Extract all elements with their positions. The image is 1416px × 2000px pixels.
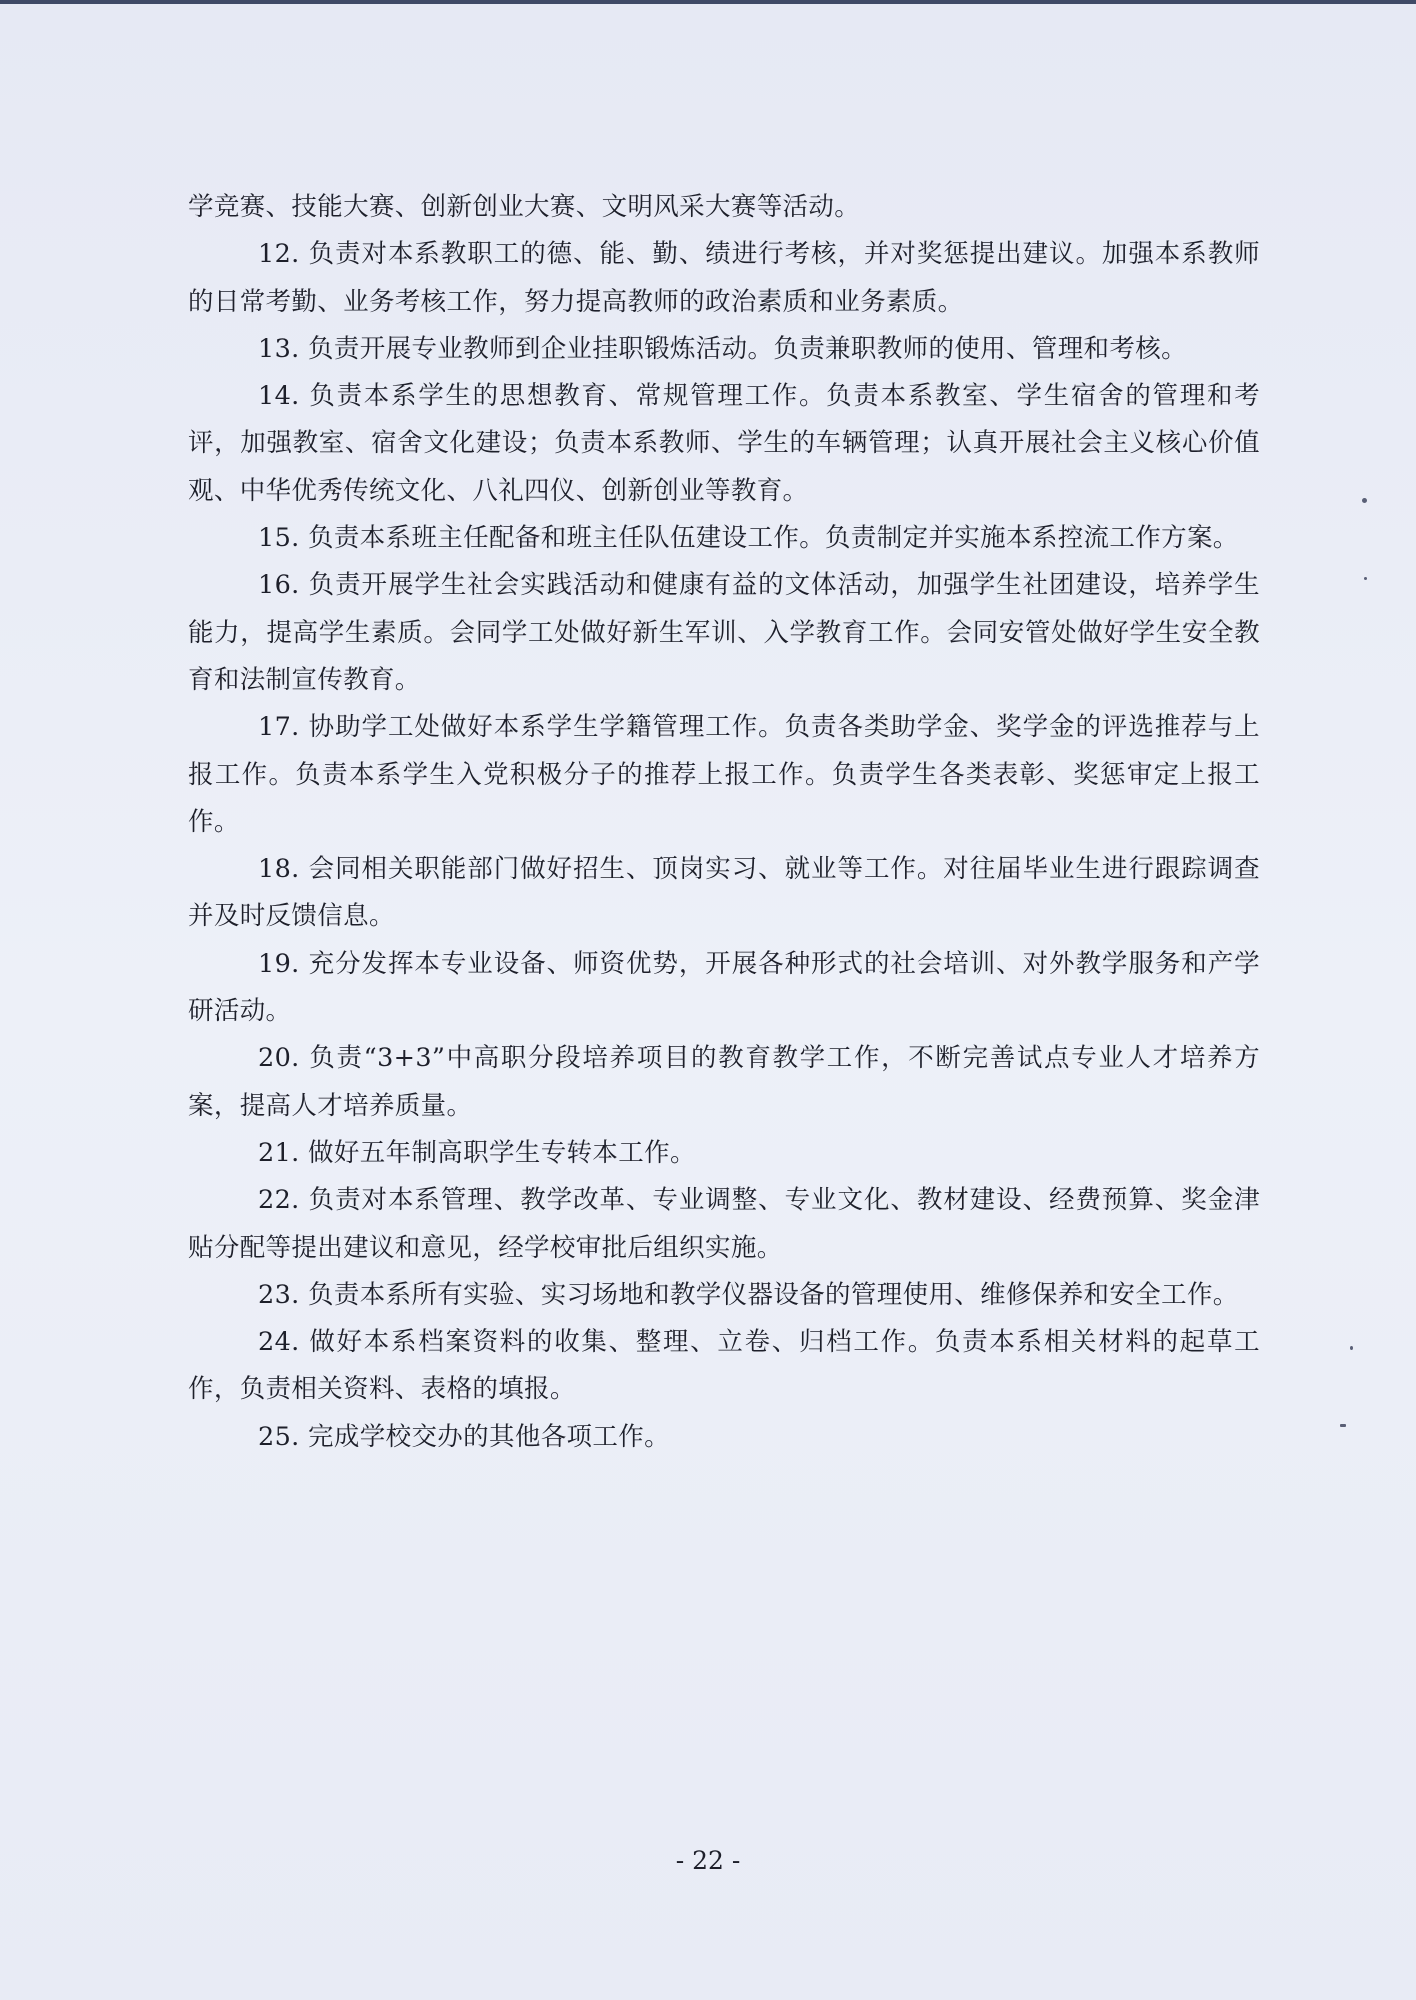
paragraph-item-12: 12. 负责对本系教职工的德、能、勤、绩进行考核，并对奖惩提出建议。加强本系教师的日常考勤、业务考核工作，努力提高教师的政治素质和业务素质。 [188, 239, 1260, 317]
paragraph-item-21: 21. 做好五年制高职学生专转本工作。 [258, 1137, 696, 1168]
scan-speck [1340, 1424, 1346, 1427]
document-body [188, 184, 1260, 1461]
page-number: - 22 - [675, 1846, 741, 1875]
paragraph-item-17: 17. 协助学工处做好本系学生学籍管理工作。负责各类助学金、奖学金的评选推荐与上报工作。负责本系学生入党积极分子的推荐上报工作。负责学生各类表彰、奖惩审定上报工作。 [188, 712, 1260, 837]
paragraph-item-18: 18. 会同相关职能部门做好招生、顶岗实习、就业等工作。对往届毕业生进行跟踪调查并及时反馈信息。 [188, 854, 1260, 932]
paragraph-item-25: 25. 完成学校交办的其他各项工作。 [258, 1421, 670, 1452]
paragraph-item-19: 19. 充分发挥本专业设备、师资优势，开展各种形式的社会培训、对外教学服务和产学研活动。 [188, 948, 1260, 1027]
paragraph-item-24: 24. 做好本系档案资料的收集、整理、立卷、归档工作。负责本系相关材料的起草工作，负责相关资料、表格的填报。 [188, 1327, 1260, 1405]
paragraph-item-14: 14. 负责本系学生的思想教育、常规管理工作。负责本系教室、学生宿舍的管理和考评，加强教室、宿舍文化建设；负责本系教师、学生的车辆管理；认真开展社会主义核心价值观、中华优秀传统文化、八礼四仪、创新创业等教育。 [188, 381, 1260, 506]
scan-speck [1350, 1346, 1353, 1350]
scan-top-edge [0, 0, 1416, 4]
paragraph-continuation: 学竞赛、技能大赛、创新创业大赛、文明风采大赛等活动。 [188, 192, 861, 222]
paragraph-item-22: 22. 负责对本系管理、教学改革、专业调整、专业文化、教材建设、经费预算、奖金津贴分配等提出建议和意见，经学校审批后组织实施。 [188, 1185, 1260, 1263]
paragraph-item-13: 13. 负责开展专业教师到企业挂职锻炼活动。负责兼职教师的使用、管理和考核。 [258, 333, 1187, 364]
scan-speck [1362, 498, 1367, 503]
scan-speck [1364, 577, 1367, 580]
paragraph-item-23: 23. 负责本系所有实验、实习场地和教学仪器设备的管理使用、维修保养和安全工作。 [258, 1279, 1239, 1310]
paragraph-item-16: 16. 负责开展学生社会实践活动和健康有益的文体活动，加强学生社团建设，培养学生能力，提高学生素质。会同学工处做好新生军训、入学教育工作。会同安管处做好学生安全教育和法制宣传教育。 [188, 570, 1260, 695]
paragraph-item-15: 15. 负责本系班主任配备和班主任队伍建设工作。负责制定并实施本系控流工作方案。 [258, 523, 1239, 554]
paragraph-item-20: 20. 负责“3+3”中高职分段培养项目的教育教学工作，不断完善试点专业人才培养方案，提高人才培养质量。 [188, 1043, 1260, 1121]
